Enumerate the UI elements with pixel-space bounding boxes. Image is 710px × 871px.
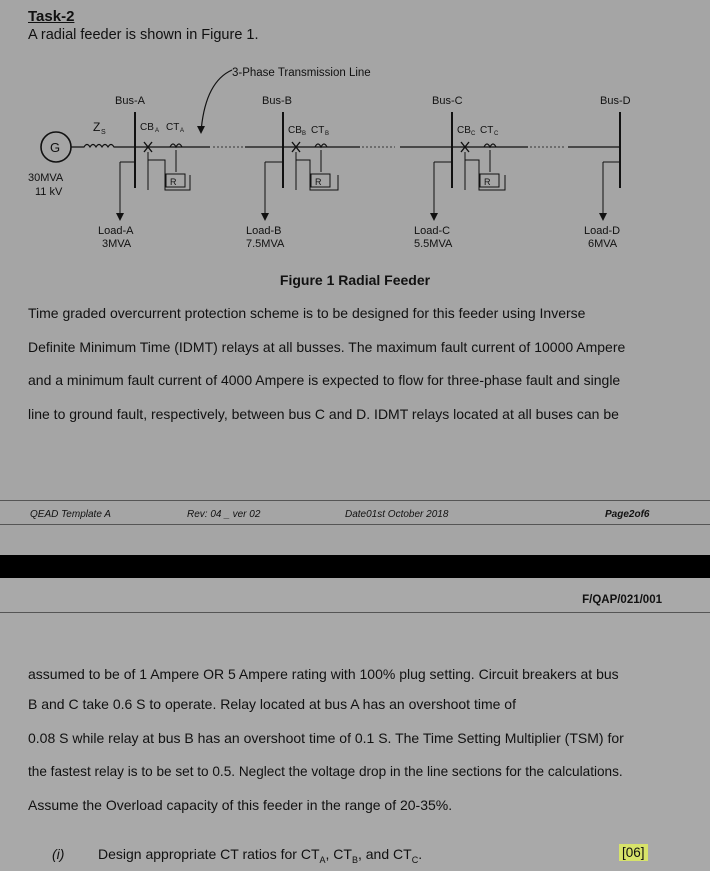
svg-text:B: B (302, 131, 307, 137)
task-title: Task-2 (28, 8, 75, 25)
paragraph-line: 0.08 S while relay at bus B has an overshoot time of 0.1 S. The Time Setting Multiplier (TSM) for (28, 730, 624, 746)
transmission-arrow (201, 70, 232, 132)
question-number: (i) (52, 846, 65, 862)
bus-c-label: Bus-C (432, 95, 463, 107)
load-a-rating: 3MVA (102, 238, 132, 250)
figure-caption: Figure 1 Radial Feeder (279, 272, 431, 288)
svg-text:R: R (484, 177, 491, 187)
load-d-rating: 6MVA (588, 238, 618, 250)
document-reference: F/QAP/021/001 (582, 594, 662, 606)
bus-b-label: Bus-B (262, 95, 292, 107)
load-c-rating: 5.5MVA (414, 238, 453, 250)
radial-feeder-diagram (0, 55, 710, 270)
paragraph-line: line to ground fault, respectively, between bus C and D. IDMT relays located at all buses can be (28, 406, 619, 422)
question-marks: [06] (619, 844, 648, 861)
transmission-arrowhead (197, 126, 205, 134)
gen-rating-mva: 30MVA (28, 172, 64, 184)
paragraph-line: B and C take 0.6 S to operate. Relay located at bus A has an overshoot time of (28, 696, 516, 712)
footer-rule-top (0, 500, 710, 501)
svg-text:R: R (315, 177, 322, 187)
footer-template: QEAD Template A (30, 509, 111, 520)
ct-c-label: CT (480, 125, 494, 136)
svg-text:C: C (471, 131, 476, 137)
cb-a-label: CB (140, 122, 154, 133)
footer-page: Page2of6 (605, 509, 650, 520)
gen-rating-kv: 11 kV (35, 186, 63, 198)
paragraph-line: the fastest relay is to be set to 0.5. Neglect the voltage drop in the line sections for the calculations. (28, 764, 623, 779)
svg-text:A: A (155, 128, 160, 134)
footer-revision: Rev: 04 _ ver 02 (187, 509, 261, 520)
bus-d-label: Bus-D (600, 95, 631, 107)
zs-label: Z (93, 120, 101, 134)
paragraph-line: Definite Minimum Time (IDMT) relays at all busses. The maximum fault current of 10000 Ampere (28, 339, 626, 355)
paragraph-line: Time graded overcurrent protection scheme is to be designed for this feeder using Inverse (28, 305, 586, 321)
generator-label: G (50, 140, 61, 155)
load-b-label: Load-B (246, 225, 282, 237)
ct-a-label: CT (166, 122, 180, 133)
zs-impedance (71, 145, 135, 148)
paragraph-line: and a minimum fault current of 4000 Ampere is expected to flow for three-phase fault and single (28, 372, 621, 388)
cb-c-label: CB (457, 125, 471, 136)
transmission-label: 3-Phase Transmission Line (232, 67, 371, 79)
paragraph-line: assumed to be of 1 Ampere OR 5 Ampere rating with 100% plug setting. Circuit breakers at bus (28, 666, 619, 682)
header-rule (0, 612, 710, 613)
load-c-label: Load-C (414, 225, 451, 237)
svg-text:C: C (494, 131, 499, 137)
footer-rule-bottom (0, 524, 710, 525)
load-b-rating: 7.5MVA (246, 238, 285, 250)
svg-text:A: A (180, 128, 185, 134)
footer-date: Date01st October 2018 (345, 509, 449, 520)
question-text: Design appropriate CT ratios for $CT_A$, $CT_B$, and $CT_C$. (98, 846, 423, 865)
bus-a-label: Bus-A (115, 95, 145, 107)
paragraph-line: Assume the Overload capacity of this feeder in the range of 20-35%. (28, 797, 453, 813)
cb-b-label: CB (288, 125, 302, 136)
svg-text:R: R (170, 177, 177, 187)
page-separator (0, 555, 710, 578)
svg-text:B: B (325, 131, 330, 137)
load-a-label: Load-A (98, 225, 134, 237)
load-d-label: Load-D (584, 225, 621, 237)
ct-b-label: CT (311, 125, 325, 136)
task-intro: A radial feeder is shown in Figure 1. (28, 27, 259, 43)
zs-sub: S (101, 129, 106, 136)
